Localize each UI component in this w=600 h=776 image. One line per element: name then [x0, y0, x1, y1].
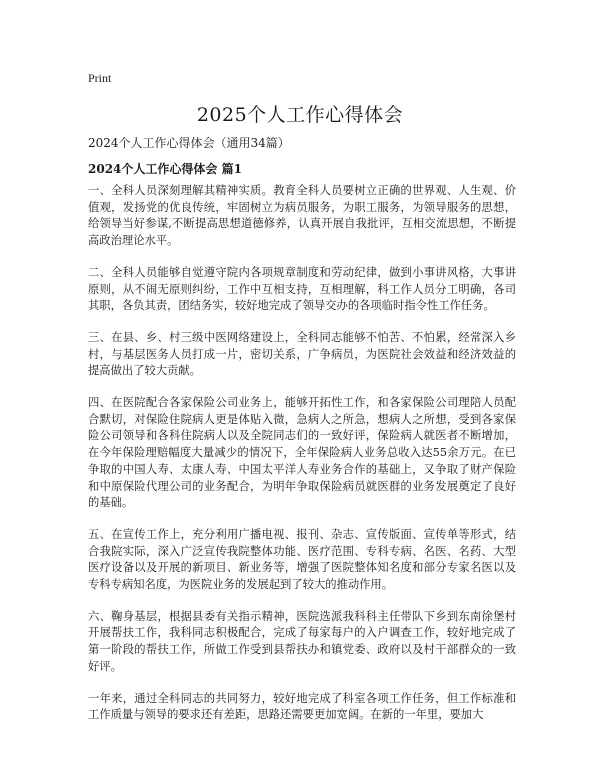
page-title: 2025个人工作心得体会	[196, 104, 404, 126]
paragraph-1: 一、全科人员深刻理解其精神实质。教育全科人员要树立正确的世界观、人生观、价值观，发扬党的优良传统，牢固树立为病员服务，为职工服务，为领导服务的思想，给领导当好参谋,不断提高思想道德修养，认真开展自我批评，互相交流思想，不断提高政治理论水平。	[88, 184, 516, 248]
document-body	[88, 183, 516, 739]
paragraph-2: 二、全科人员能够自觉遵守院内各项规章制度和劳动纪律，做到小事讲风格，大事讲原则，从不闹无原则纠纷，工作中互相支持，互相理解，科工作人员分工明确，各司其职，各负其责，团结务实，较好地完成了领导交办的各项临时指令性工作任务。	[88, 265, 516, 313]
paragraph-5: 五、在宣传工作上，充分利用广播电视、报刊、杂志、宣传版面、宣传单等形式，结合我院实际，深入广泛宣传我院整体功能、医疗范围、专科专病、名医、名药、大型医疗设备以及开展的新项目、新业务等，增强了医院整体知名度和部分专家名医以及专科专病知名度，为医院业务的发展起到了较大的推动作用。	[88, 527, 516, 592]
document-subtitle: 2024个人工作心得体会（通用34篇）	[88, 136, 290, 150]
paragraph-4: 四、在医院配合各家保险公司业务上，能够开拓性工作，和各家保险公司理陪人员配合默切，对保险住院病人更是体贴入微，急病人之所急，想病人之所想，受到各家保险公司领导和各科住院病人以及全院同志们的一致好评，保险病人就医者不断增加，在今年保险理赔幅度大量减少的情况下，全年保险病人业务总收入达55余万元。在已争取的中国人寿、太康人寿、中国太平洋人寿业务合作的基础上，又争取了财产保险和中原保险代理公司的业务配合，为明年争取保险病员就医群的业务发展奠定了良好的基础。	[88, 396, 516, 510]
section-heading: 2024个人工作心得体会 篇1	[88, 162, 242, 176]
paragraph-6: 六、鞠身基层，根据县委有关指示精神，医院选派我科科主任带队下乡到东南徐堡村开展帮扶工作，我科同志积极配合，完成了每家每户的入户调查工作，较好地完成了第一阶段的帮扶工作，所做工作受到县帮扶办和镇党委、政府以及村干部群众的一致好评。	[88, 609, 516, 673]
paragraph-7: 一年来，通过全科同志的共同努力，较好地完成了科室各项工作任务，但工作标准和工作质量与领导的要求还有差距，思路还需要更加宽阔。在新的一年里，要加大	[88, 691, 516, 722]
paragraph-3: 三、在县、乡、村三级中医网络建设上，全科同志能够不怕苦、不怕累，经常深入乡村，与基层医务人员打成一片，密切关系，广争病员，为医院社会效益和经济效益的提高做出了较大贡献。	[88, 330, 516, 378]
print-link[interactable]: Print	[88, 71, 112, 85]
